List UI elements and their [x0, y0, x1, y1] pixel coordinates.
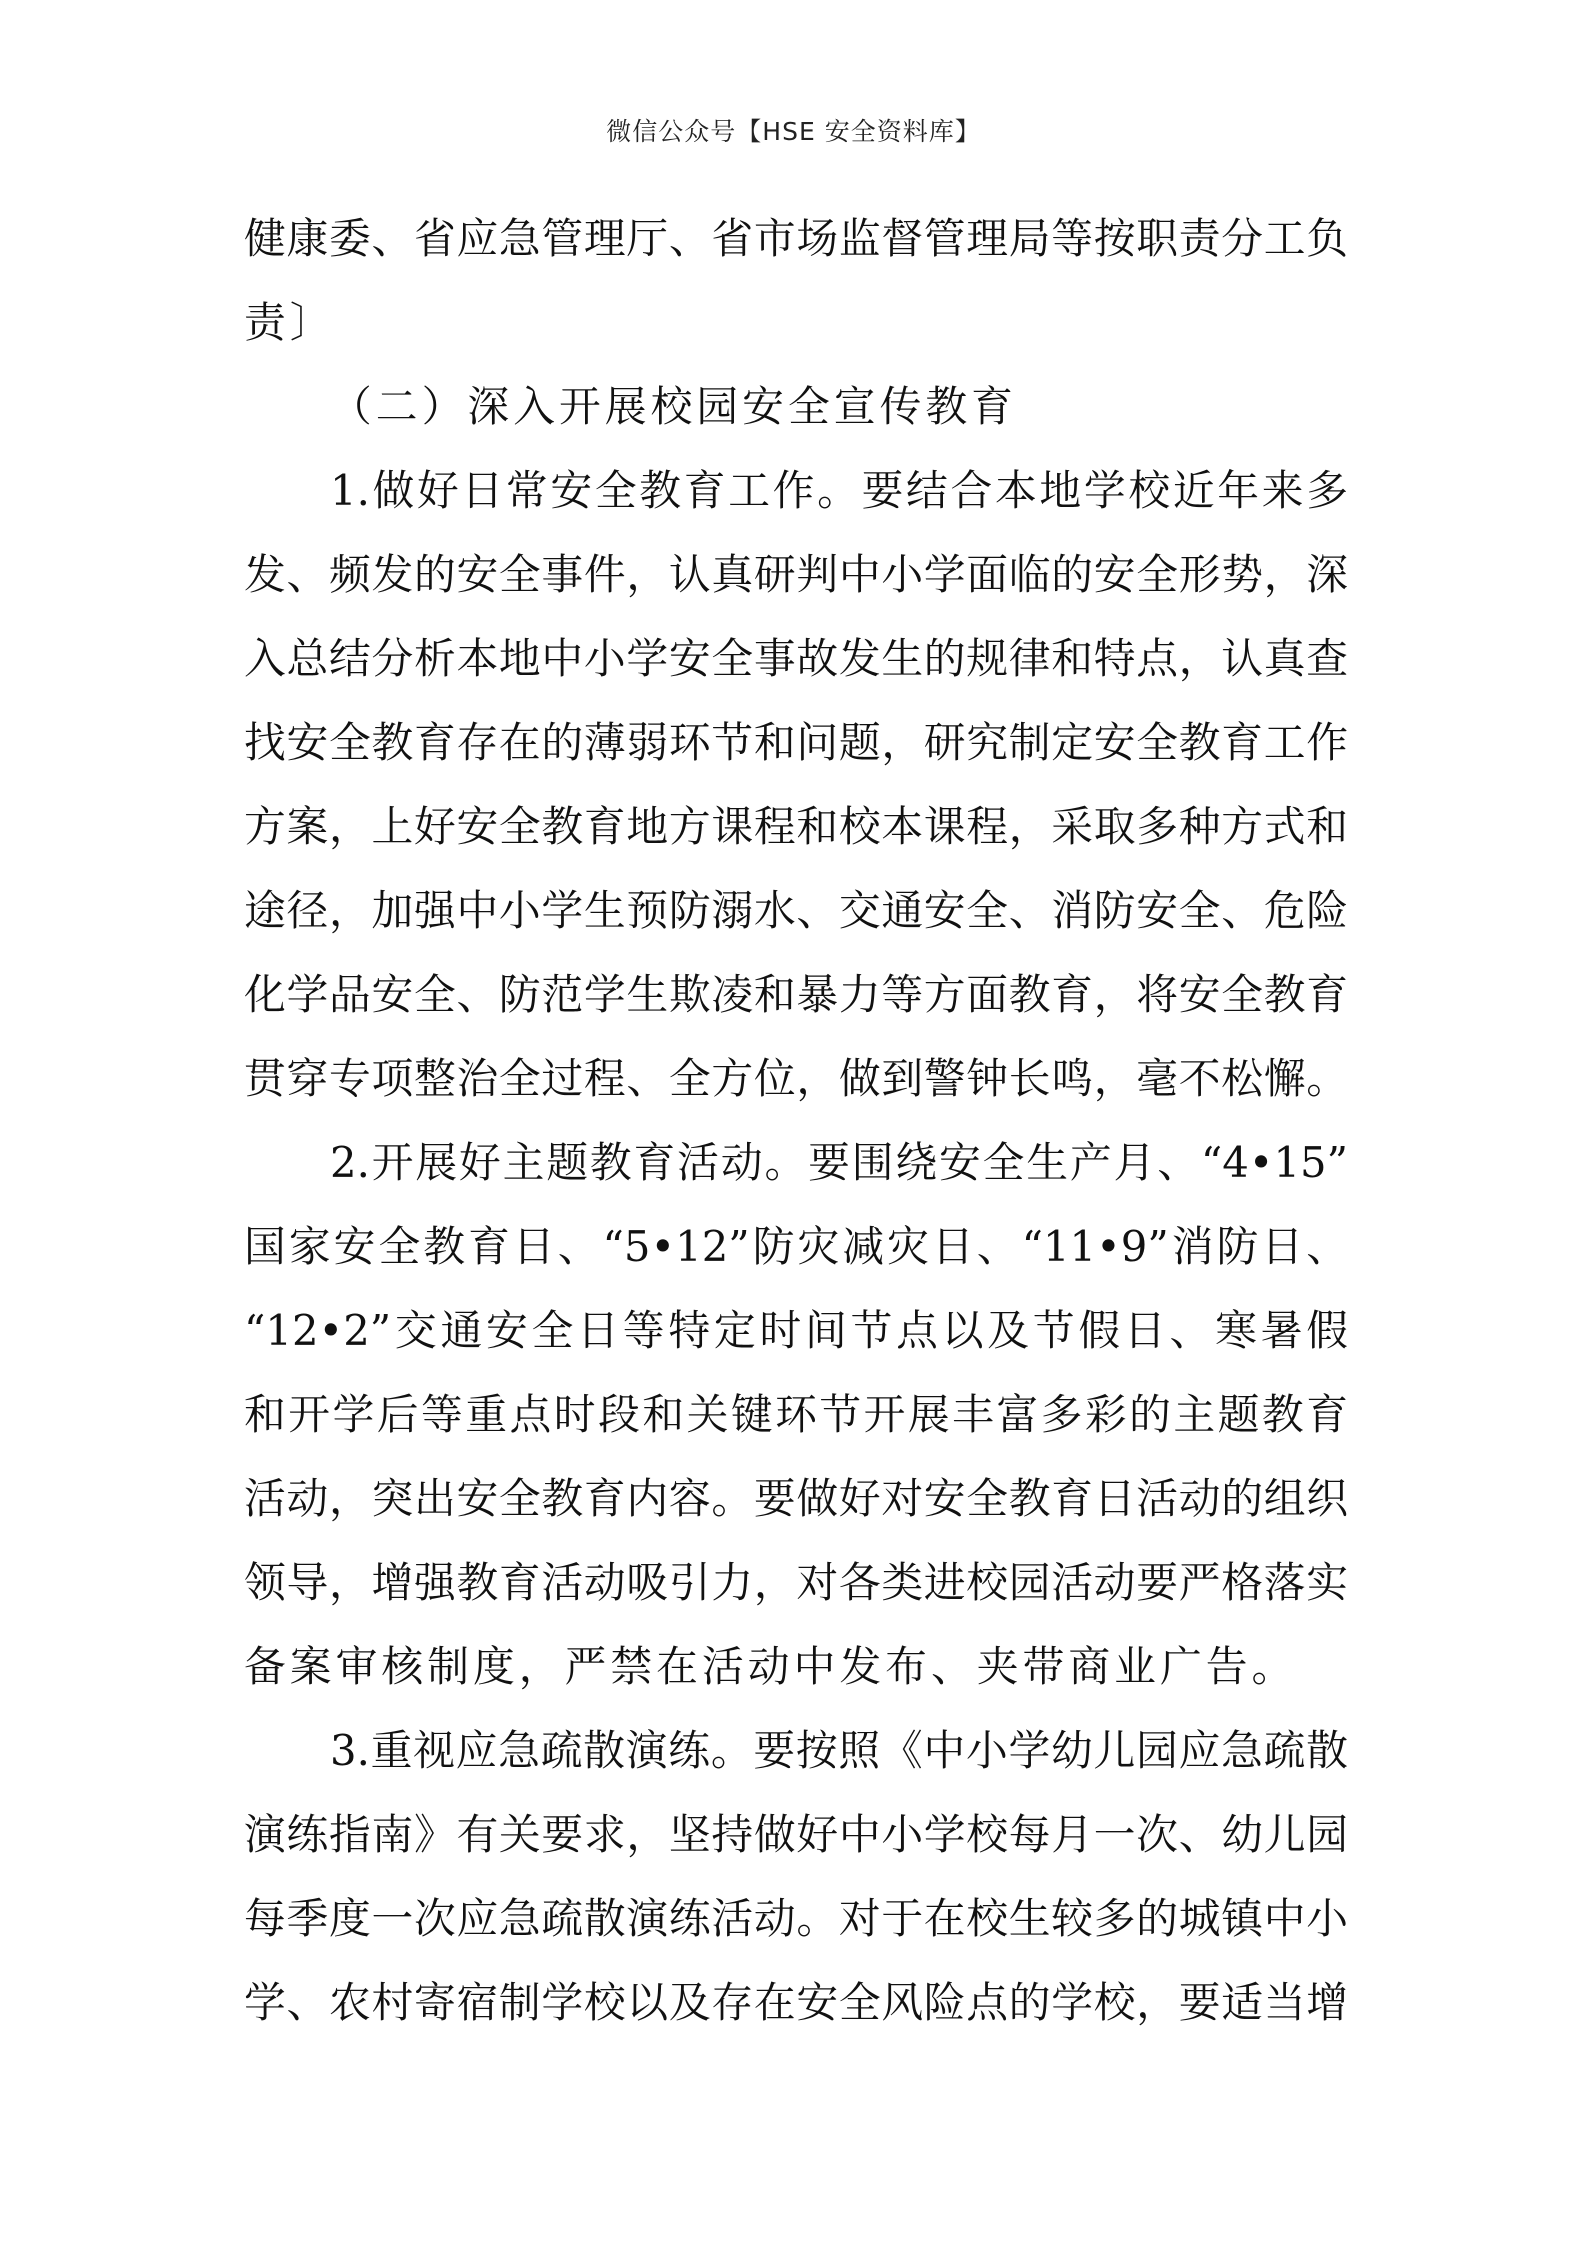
text-line: 演练指南》有关要求，坚持做好中小学校每月一次、幼儿园 [244, 1810, 1348, 1859]
text-line: 和开学后等重点时段和关键环节开展丰富多彩的主题教育 [244, 1390, 1348, 1439]
text-line: 3.重视应急疏散演练。要按照《中小学幼儿园应急疏散 [330, 1726, 1348, 1775]
text-line: 领导，增强教育活动吸引力，对各类进校园活动要严格落实 [244, 1558, 1348, 1607]
text-line: 学、农村寄宿制学校以及存在安全风险点的学校，要适当增 [244, 1978, 1348, 2027]
text-line: 健康委、省应急管理厅、省市场监督管理局等按职责分工负 [244, 214, 1348, 263]
body-text [244, 197, 1348, 2045]
text-line: 方案，上好安全教育地方课程和校本课程，采取多种方式和 [244, 802, 1348, 851]
page-header: 微信公众号【HSE 安全资料库】 [606, 117, 981, 146]
text-line: 1.做好日常安全教育工作。要结合本地学校近年来多 [330, 466, 1348, 515]
text-line: 入总结分析本地中小学安全事故发生的规律和特点，认真查 [244, 634, 1348, 683]
text-line: 备案审核制度，严禁在活动中发布、夹带商业广告。 [244, 1642, 1298, 1691]
text-line: 活动，突出安全教育内容。要做好对安全教育日活动的组织 [244, 1474, 1348, 1523]
text-line: 途径，加强中小学生预防溺水、交通安全、消防安全、危险 [244, 886, 1348, 935]
text-line: 国家安全教育日、“5•12”防灾减灾日、“11•9”消防日、 [244, 1222, 1348, 1271]
text-line: 化学品安全、防范学生欺凌和暴力等方面教育，将安全教育 [244, 970, 1348, 1019]
text-line: 贯穿专项整治全过程、全方位，做到警钟长鸣，毫不松懈。 [244, 1054, 1348, 1103]
text-line: 找安全教育存在的薄弱环节和问题，研究制定安全教育工作 [244, 718, 1348, 767]
text-line: 发、频发的安全事件，认真研判中小学面临的安全形势，深 [244, 550, 1348, 599]
text-line: “12•2”交通安全日等特定时间节点以及节假日、寒暑假 [244, 1306, 1348, 1355]
text-line: 责〕 [244, 298, 336, 347]
text-line: 每季度一次应急疏散演练活动。对于在校生较多的城镇中小 [244, 1894, 1348, 1943]
text-line: （二）深入开展校园安全宣传教育 [330, 382, 1017, 431]
text-line: 2.开展好主题教育活动。要围绕安全生产月、“4•15” [330, 1138, 1348, 1187]
